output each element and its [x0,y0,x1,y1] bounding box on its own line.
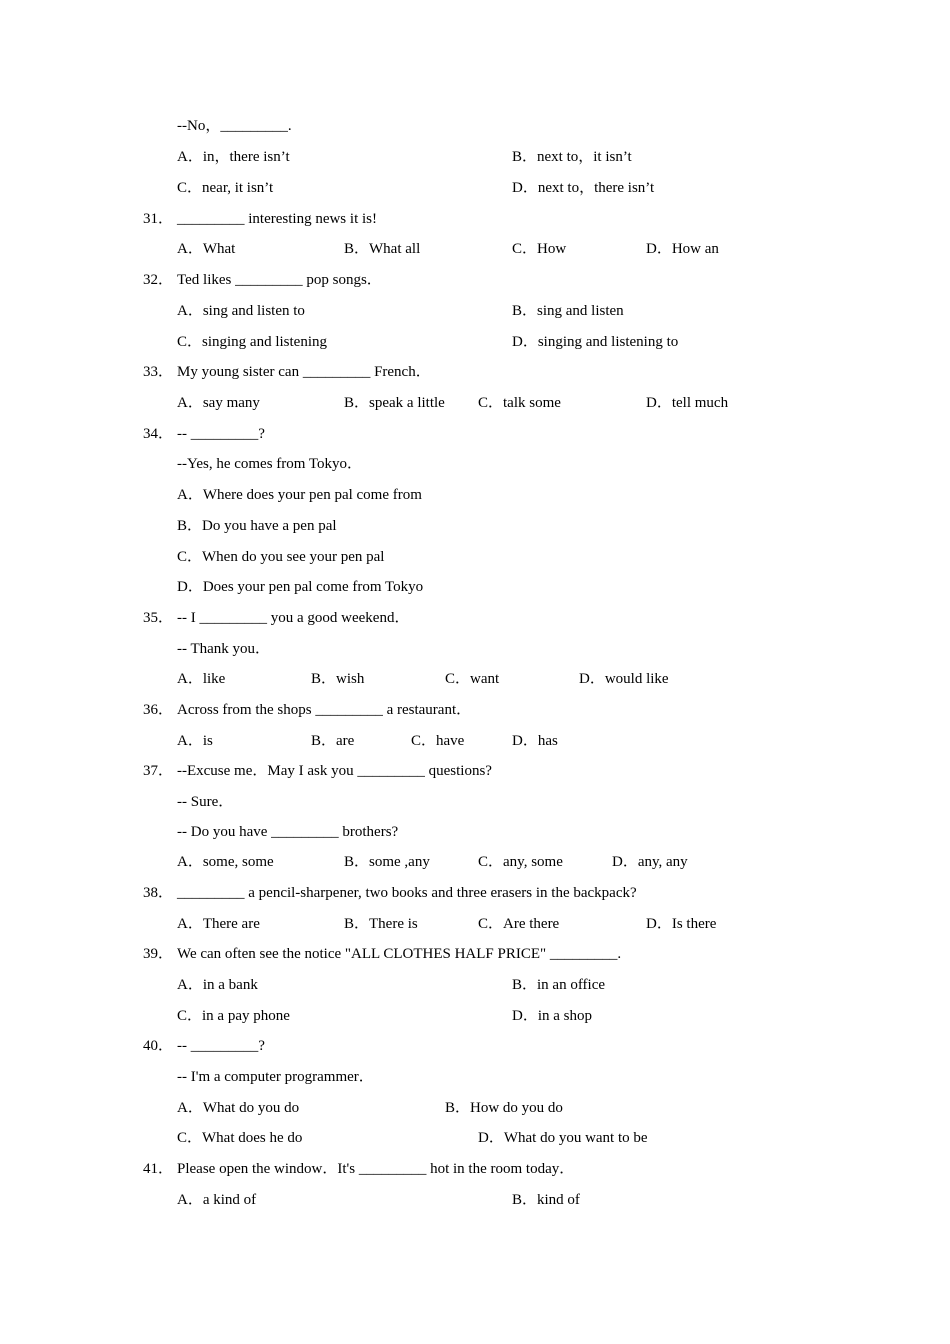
q35-option-a: A．like [177,671,226,687]
q30-option-b: B．next to，it isn’t [512,149,632,165]
q40-option-c: C．What does he do [177,1130,303,1146]
q41-option-a: A．a kind of [177,1192,257,1208]
q41-option-b: B．kind of [512,1192,580,1208]
q38-option-d: D．Is there [646,916,717,932]
q34-option-b: B．Do you have a pen pal [177,518,337,534]
q30-option-c: C．near, it isn’t [177,180,274,196]
q30-option-a: A．in，there isn’t [177,149,290,165]
q33-option-d: D．tell much [646,395,729,411]
q35-option-c: C．want [445,671,500,687]
q38-option-a: A．There are [177,916,260,932]
q37-reply-2: -- Do you have _________ brothers? [177,824,399,840]
q40-option-a: A．What do you do [177,1100,300,1116]
q35-reply: -- Thank you． [177,641,271,657]
q36-option-b: B．are [311,733,355,749]
q32-option-d: D．singing and listening to [512,334,679,350]
q31-number: 31． [143,211,174,227]
q30-option-d: D．next to，there isn’t [512,180,655,196]
q36-option-a: A．is [177,733,213,749]
q36-option-d: D．has [512,733,558,749]
q32-option-b: B．sing and listen [512,303,624,319]
q31-option-a: A．What [177,241,236,257]
q40-number: 40． [143,1038,174,1054]
q30-reply: --No，_________. [177,118,292,134]
q32-stem: Ted likes _________ pop songs． [177,272,382,288]
q36-stem: Across from the shops _________ a restaurant． [177,702,472,718]
q39-option-c: C．in a pay phone [177,1008,290,1024]
q39-number: 39． [143,946,174,962]
q34-stem: -- _________? [177,426,265,442]
q36-option-c: C．have [411,733,465,749]
q38-option-c: C．Are there [478,916,560,932]
q31-option-b: B．What all [344,241,421,257]
q39-option-b: B．in an office [512,977,606,993]
q37-reply-1: -- Sure． [177,794,234,810]
q33-option-b: B．speak a little [344,395,445,411]
q34-option-c: C．When do you see your pen pal [177,549,385,565]
q32-option-c: C．singing and listening [177,334,328,350]
q40-stem: -- _________? [177,1038,265,1054]
q31-option-d: D．How an [646,241,719,257]
q37-option-a: A．some, some [177,854,274,870]
q37-stem: --Excuse me．May I ask you _________ questions? [177,763,492,779]
q37-option-b: B．some ,any [344,854,430,870]
q36-number: 36． [143,702,174,718]
q38-number: 38． [143,885,174,901]
q34-reply: --Yes, he comes from Tokyo． [177,456,363,472]
q38-option-b: B．There is [344,916,418,932]
q31-stem: _________ interesting news it is! [177,211,377,227]
q37-option-d: D．any, any [612,854,688,870]
q32-number: 32． [143,272,174,288]
q35-number: 35． [143,610,174,626]
q35-option-b: B．wish [311,671,365,687]
q41-number: 41． [143,1161,174,1177]
q31-option-c: C．How [512,241,567,257]
q33-stem: My young sister can _________ French． [177,364,431,380]
q34-number: 34． [143,426,174,442]
q33-number: 33． [143,364,174,380]
q34-option-d: D．Does your pen pal come from Tokyo [177,579,424,595]
q33-option-c: C．talk some [478,395,561,411]
q34-option-a: A．Where does your pen pal come from [177,487,422,503]
q35-stem: -- I _________ you a good weekend． [177,610,410,626]
q32-option-a: A．sing and listen to [177,303,305,319]
q38-stem: _________ a pencil-sharpener, two books and three erasers in the backpack? [177,885,637,901]
q39-option-a: A．in a bank [177,977,258,993]
q37-number: 37． [143,763,174,779]
q39-stem: We can often see the notice "ALL CLOTHES HALF PRICE" _________. [177,946,622,962]
q33-option-a: A．say many [177,395,260,411]
q40-reply: -- I'm a computer programmer． [177,1069,374,1085]
q41-stem: Please open the window．It's _________ hot in the room today． [177,1161,575,1177]
q39-option-d: D．in a shop [512,1008,592,1024]
q37-option-c: C．any, some [478,854,563,870]
q40-option-d: D．What do you want to be [478,1130,648,1146]
q35-option-d: D．would like [579,671,669,687]
q40-option-b: B．How do you do [445,1100,563,1116]
